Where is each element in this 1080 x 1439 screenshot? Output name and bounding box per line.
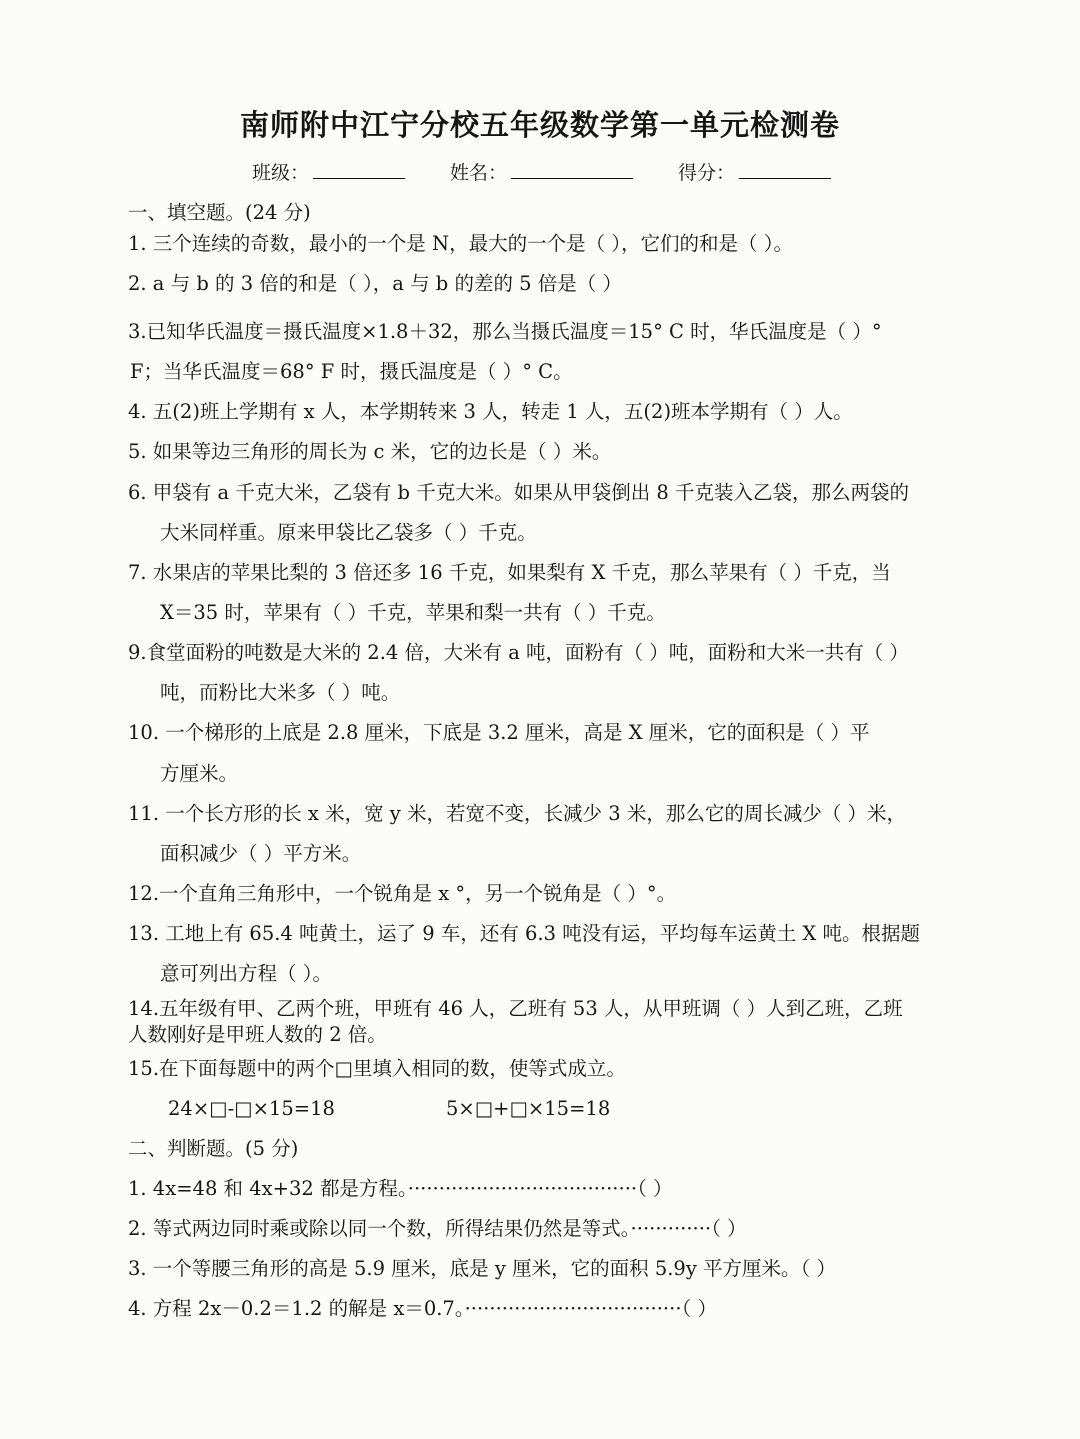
judgement-line: 4. 方程 2x－0.2＝1.2 的解是 x＝0.7。···································（ ） [128,1297,717,1320]
question-line: X＝35 时，苹果有（ ）千克，苹果和梨一共有（ ）千克。 [160,601,666,624]
section-heading: 二、判断题。(5 分) [128,1137,299,1160]
question-line: 3.已知华氏温度＝摄氏温度×1.8＋32，那么当摄氏温度＝15° C 时，华氏温度是（ ）° [128,320,882,343]
name-blank[interactable] [511,158,633,179]
section-heading: 一、填空题。(24 分) [128,201,311,224]
question-line: 方厘米。 [160,762,239,785]
question-line: 吨，而粉比大米多（ ）吨。 [160,681,401,704]
judgement-line: 1. 4x=48 和 4x+32 都是方程。·····································（ ） [128,1177,673,1200]
question-line: 11. 一个长方形的长 x 米，宽 y 米，若宽不变，长减少 3 米，那么它的周长减少（ ）米， [128,802,907,825]
score-label: 得分： [678,162,736,184]
question-line: 7. 水果店的苹果比梨的 3 倍还多 16 千克，如果梨有 X 千克，那么苹果有（ ）千克，当 [128,561,891,584]
question-line: 人数刚好是甲班人数的 2 倍。 [128,1023,387,1046]
question-line: 意可列出方程（ ）。 [160,962,332,985]
question-line: F；当华氏温度＝68° F 时，摄氏温度是（ ）° C。 [130,360,573,383]
question-line: 5. 如果等边三角形的周长为 c 米，它的边长是（ ）米。 [128,440,612,463]
equation-right: 5×□+□×15=18 [446,1097,611,1120]
question-line: 大米同样重。原来甲袋比乙袋多（ ）千克。 [160,521,537,544]
question-line: 2. a 与 b 的 3 倍的和是（ ），a 与 b 的差的 5 倍是（ ） [128,272,622,295]
page-title: 南师附中江宁分校五年级数学第一单元检测卷 [239,108,840,142]
question-line: 9.食堂面粉的吨数是大米的 2.4 倍，大米有 a 吨，面粉有（ ）吨，面粉和大米一共有（ ） [128,641,909,664]
class-blank[interactable] [313,158,405,179]
question-line: 14.五年级有甲、乙两个班，甲班有 46 人，乙班有 53 人，从甲班调（ ）人到乙班，乙班 [128,997,903,1020]
name-label: 姓名： [450,162,508,184]
name-field[interactable] [450,158,633,185]
question-line: 15.在下面每题中的两个□里填入相同的数，使等式成立。 [128,1057,626,1080]
score-blank[interactable] [739,158,831,179]
class-field[interactable] [252,158,405,185]
question-line: 10. 一个梯形的上底是 2.8 厘米，下底是 3.2 厘米，高是 X 厘米，它的面积是（ ）平 [128,721,870,744]
score-field[interactable] [678,158,831,185]
question-line: 4. 五(2)班上学期有 x 人，本学期转来 3 人，转走 1 人，五(2)班本学期有（ ）人。 [128,400,853,423]
question-line: 面积减少（ ）平方米。 [160,842,362,865]
question-line: 1. 三个连续的奇数，最小的一个是 N，最大的一个是（ ），它们的和是（ ）。 [128,232,793,255]
question-line: 12.一个直角三角形中，一个锐角是 x °，另一个锐角是（ ）°。 [128,882,677,905]
equation-left: 24×□-□×15=18 [168,1097,335,1120]
class-label: 班级： [252,162,310,184]
student-info-row [0,158,1080,188]
question-line: 6. 甲袋有 a 千克大米，乙袋有 b 千克大米。如果从甲袋倒出 8 千克装入乙袋，那么两袋的 [128,481,910,504]
judgement-line: 2. 等式两边同时乘或除以同一个数，所得结果仍然是等式。·············（ ） [128,1217,747,1240]
question-line: 13. 工地上有 65.4 吨黄土，运了 9 车，还有 6.3 吨没有运，平均每车运黄土 X 吨。根据题 [128,922,921,945]
judgement-line: 3. 一个等腰三角形的高是 5.9 厘米，底是 y 厘米，它的面积 5.9y 平方厘米。（ ） [128,1257,836,1280]
